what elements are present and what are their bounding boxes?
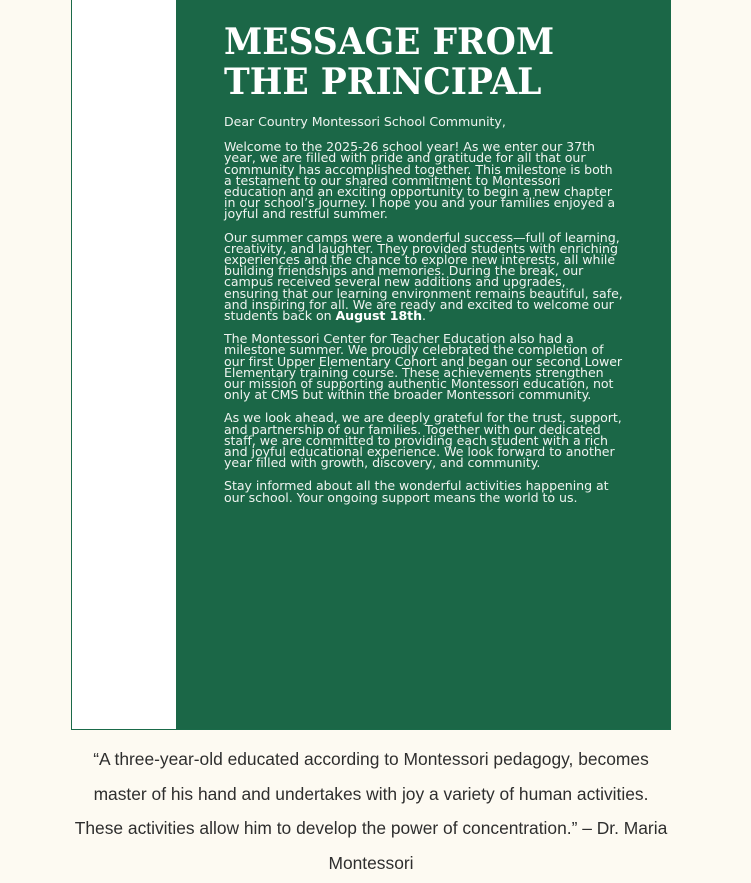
paragraph-2-text: Our summer camps were a wonderful success—full of learning, creativity, and laughter. They provided students with enriching experiences and the chance to explore new interests, all while building friendships and memories. During the break, our campus received several new additions and upgrades, ensuring that our learning environment remains beautiful, safe, and inspiring for all. We are ready and excited to welcome our students back on [224, 229, 623, 324]
card-left-margin [72, 0, 176, 729]
letter-paragraph-2 [224, 229, 624, 324]
paragraph-2-end: . [422, 308, 427, 324]
return-date: August 18th [335, 308, 423, 324]
principal-message-content [224, 22, 624, 515]
letter-paragraph-1: Welcome to the 2025-26 school year! As we enter our 37th year, we are filled with pride and gratitude for all that our community has accomplished together. This milestone is both a testament to our shared commitment to Montessori education and an exciting opportunity to begin a new chapter in our school’s journey. I hope you and your families enjoyed a joyful and restful summer. [224, 139, 616, 222]
letter-body [224, 116, 624, 503]
principal-message-card [71, 0, 671, 730]
letter-greeting: Dear Country Montessori School Community, [224, 114, 506, 129]
title-line-2: THE PRINCIPAL [224, 61, 542, 103]
title-line-1: MESSAGE FROM [224, 21, 555, 63]
principal-message-title [224, 22, 608, 102]
letter-paragraph-3: The Montessori Center for Teacher Education also had a milestone summer. We proudly celebrated the completion of our first Upper Elementary Cohort and began our second Lower Elementary training course. These achievements strengthen our mission of supporting authentic Montessori education, not only at CMS but within the broader Montessori community. [224, 331, 623, 403]
letter-paragraph-4: As we look ahead, we are deeply grateful for the trust, support, and partnership of our families. Together with our dedicated staff, we are committed to providing each student with a rich and joyful educational experience. We look forward to another year filled with growth, discovery, and community. [224, 410, 622, 471]
montessori-quote: “A three-year-old educated according to Montessori pedagogy, becomes master of his hand and undertakes with joy a variety of human activities. These activities allow him to develop the power of concentration.” – Dr. Maria Montessori [74, 749, 668, 873]
letter-paragraph-5: Stay informed about all the wonderful activities happening at our school. Your ongoing support means the world to us. [224, 478, 609, 505]
